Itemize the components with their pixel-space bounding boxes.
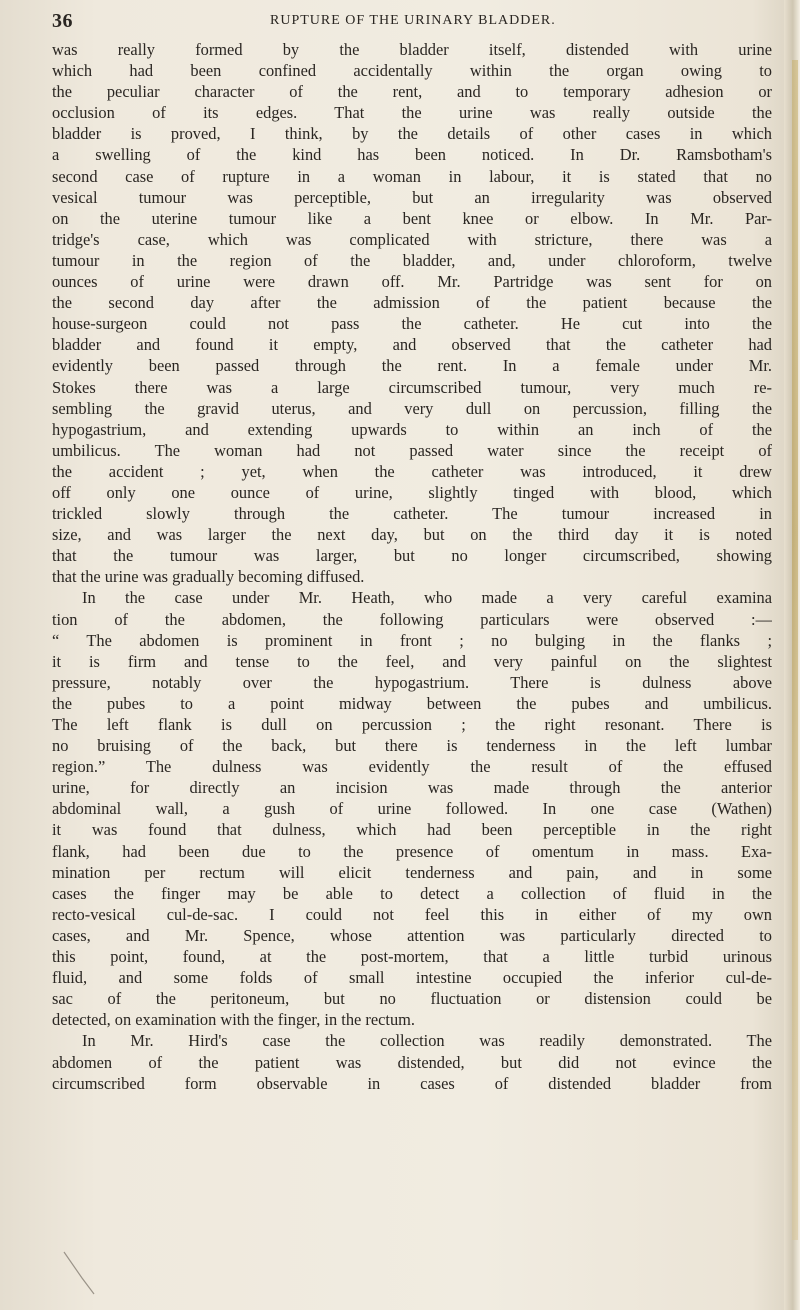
text-line: In Mr. Hird's case the collection was readily demonstrated. The	[82, 1031, 772, 1051]
text-line: tridge's case, which was complicated with stricture, there was a	[52, 229, 772, 249]
text-line: tumour in the region of the bladder, and, under chloroform, twelve	[52, 250, 772, 270]
text-line: tion of the abdomen, the following particulars were observed :—	[52, 609, 772, 629]
pencil-mark	[60, 1250, 100, 1296]
text-line: that the urine was gradually becoming diffused.	[52, 567, 365, 587]
running-head: RUPTURE OF THE URINARY BLADDER.	[270, 13, 556, 28]
text-line: that the tumour was larger, but no longer circumscribed, showing	[52, 546, 772, 566]
text-line: fluid, and some folds of small intestine occupied the inferior cul-de-	[52, 968, 772, 988]
text-line: the peculiar character of the rent, and to temporary adhesion or	[52, 82, 772, 102]
page-stain	[792, 60, 798, 1240]
text-line: ounces of urine were drawn off. Mr. Partridge was sent for on	[52, 272, 772, 292]
text-line: urine, for directly an incision was made through the anterior	[52, 778, 772, 798]
text-line: on the uterine tumour like a bent knee or elbow. In Mr. Par-	[52, 208, 772, 228]
text-line: mination per rectum will elicit tenderness and pain, and in some	[52, 862, 772, 882]
text-line: second case of rupture in a woman in labour, it is stated that no	[52, 166, 772, 186]
page-header	[52, 10, 700, 36]
text-line: cases the finger may be able to detect a collection of fluid in the	[52, 883, 772, 903]
text-line: house-surgeon could not pass the catheter. He cut into the	[52, 314, 772, 334]
text-line: this point, found, at the post-mortem, that a little turbid urinous	[52, 947, 772, 967]
text-line: it is firm and tense to the feel, and very painful on the slightest	[52, 651, 772, 671]
text-line: In the case under Mr. Heath, who made a very careful examina	[82, 588, 772, 608]
text-line: recto-vesical cul-de-sac. I could not feel this in either of my own	[52, 904, 772, 924]
text-line: circumscribed form observable in cases of distended bladder from	[52, 1073, 772, 1093]
text-line: vesical tumour was perceptible, but an irregularity was observed	[52, 187, 772, 207]
text-line: region.” The dulness was evidently the result of the effused	[52, 757, 772, 777]
text-line: “ The abdomen is prominent in front ; no bulging in the flanks ;	[52, 630, 772, 650]
text-line: off only one ounce of urine, slightly tinged with blood, which	[52, 482, 772, 502]
text-line: the second day after the admission of the patient because the	[52, 293, 772, 313]
text-line: The left flank is dull on percussion ; the right resonant. There is	[52, 715, 772, 734]
text-line: which had been confined accidentally within the organ owing to	[52, 61, 772, 81]
text-line: bladder is proved, I think, by the details of other cases in which	[52, 124, 772, 144]
body-text	[52, 39, 772, 1094]
text-line: umbilicus. The woman had not passed water since the receipt of	[52, 440, 772, 460]
text-line: it was found that dulness, which had been perceptible in the right	[52, 820, 772, 840]
text-line: occlusion of its edges. That the urine was really outside the	[52, 103, 772, 123]
text-line: flank, had been due to the presence of omentum in mass. Exa-	[52, 841, 772, 861]
text-line: sembling the gravid uterus, and very dull on percussion, filling the	[52, 398, 772, 418]
text-line: sac of the peritoneum, but no fluctuation or distension could be	[52, 989, 772, 1009]
text-line: no bruising of the back, but there is tenderness in the left lumbar	[52, 736, 772, 756]
text-line: was really formed by the bladder itself, distended with urine	[52, 40, 772, 59]
text-line: detected, on examination with the finger, in the rectum.	[52, 1010, 416, 1030]
text-line: abdominal wall, a gush of urine followed. In one case (Wathen)	[52, 799, 772, 819]
text-line: evidently been passed through the rent. In a female under Mr.	[52, 356, 772, 376]
text-line: the accident ; yet, when the catheter was introduced, it drew	[52, 461, 772, 481]
text-line: Stokes there was a large circumscribed tumour, very much re-	[52, 377, 772, 397]
text-line: size, and was larger the next day, but on the third day it is noted	[52, 525, 772, 545]
text-line: pressure, notably over the hypogastrium. There is dulness above	[52, 672, 772, 692]
text-line: a swelling of the kind has been noticed. In Dr. Ramsbotham's	[52, 145, 772, 165]
text-line: cases, and Mr. Spence, whose attention was particularly directed to	[52, 925, 772, 945]
text-line: trickled slowly through the catheter. The tumour increased in	[52, 504, 772, 524]
text-line: hypogastrium, and extending upwards to within an inch of the	[52, 419, 772, 439]
text-line: the pubes to a point midway between the pubes and umbilicus.	[52, 693, 772, 713]
page-number: 36	[52, 10, 73, 32]
text-line: bladder and found it empty, and observed that the catheter had	[52, 335, 772, 355]
text-line: abdomen of the patient was distended, but did not evince the	[52, 1052, 772, 1072]
